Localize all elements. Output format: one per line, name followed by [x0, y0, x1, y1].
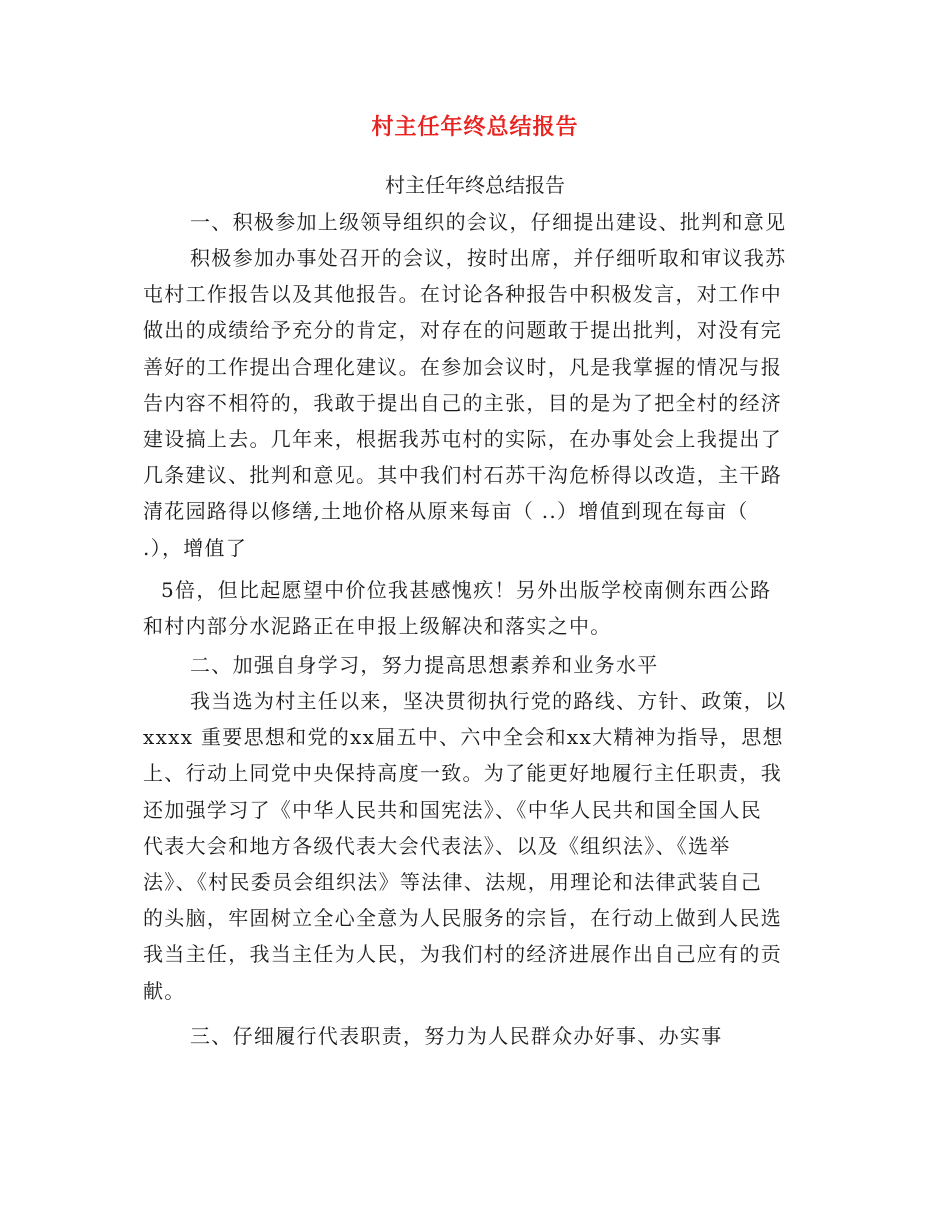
document-subtitle: 村主任年终总结报告	[385, 173, 565, 197]
paragraph-line: 还加强学习了《中华人民共和国宪法》、《中华人民共和国全国人民	[143, 797, 762, 822]
paragraph-line: 告内容不相符的，我敢于提出自己的主张，目的是为了把全村的经济	[143, 390, 782, 415]
paragraph-1	[143, 240, 808, 566]
paragraph-line: 代表大会和地方各级代表大会代表法》、以及《组织法》、《选举	[143, 833, 731, 858]
paragraph-line: 屯村工作报告以及其他报告。在讨论各种报告中积极发言，对工作中	[143, 282, 782, 307]
paragraph-line: 上、行动上同党中央保持高度一致。为了能更好地履行主任职责，我	[143, 761, 782, 786]
paragraph-line: 的头脑，牢固树立全心全意为人民服务的宗旨，在行动上做到人民选	[143, 906, 782, 931]
paragraph-line: 5倍，但比起愿望中价位我甚感愧疚！另外出版学校南侧东西公路	[161, 578, 772, 602]
paragraph-line: 献。	[143, 978, 186, 1003]
paragraph-line: 清花园路得以修缮,土地价格从原来每亩（ ..）增值到现在每亩（	[143, 499, 749, 524]
paragraph-line: 积极参加办事处召开的会议，按时出席，并仔细听取和审议我苏	[190, 246, 787, 270]
paragraph-2	[143, 572, 808, 644]
paragraph-line: 做出的成绩给予充分的肯定，对存在的问题敢于提出批判，对没有完	[143, 318, 782, 343]
paragraph-line: 法》、《村民委员会组织法》等法律、法规，用理论和法律武装自己	[143, 870, 762, 895]
section-heading-2: 二、加强自身学习，努力提高思想素养和业务水平	[190, 653, 659, 677]
paragraph-line: 善好的工作提出合理化建议。在参加会议时，凡是我掌握的情况与报	[143, 354, 782, 379]
section-heading-3: 三、仔细履行代表职责，努力为人民群众办好事、办实事	[190, 1024, 723, 1048]
paragraph-line: 几条建议、批判和意见。其中我们村石苏干沟危桥得以改造，主干路	[143, 463, 782, 488]
paragraph-line: 我当选为村主任以来，坚决贯彻执行党的路线、方针、政策，以	[190, 689, 787, 713]
paragraph-line: 和村内部分水泥路正在申报上级解决和落实之中。	[143, 614, 612, 639]
document-title: 村主任年终总结报告	[371, 115, 579, 140]
paragraph-3	[143, 683, 808, 1009]
paragraph-line: xxxx 重要思想和党的xx届五中、六中全会和xx大精神为指导，思想	[143, 725, 784, 750]
section-heading-1: 一、积极参加上级领导组织的会议，仔细提出建设、批判和意见	[190, 210, 787, 234]
paragraph-line: 建设搞上去。几年来，根据我苏屯村的实际，在办事处会上我提出了	[143, 427, 782, 452]
paragraph-line: 我当主任，我当主任为人民，为我们村的经济进展作出自己应有的贡	[143, 942, 782, 967]
paragraph-line: .），增值了	[143, 535, 248, 560]
